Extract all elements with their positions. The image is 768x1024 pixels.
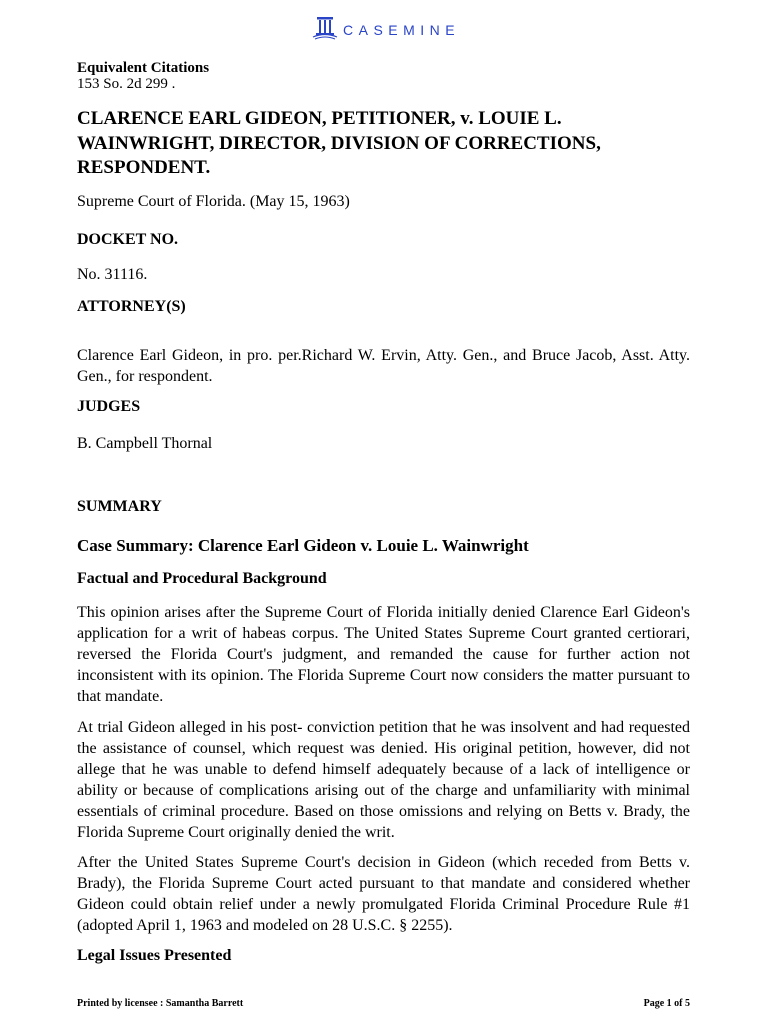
- docket-number: No. 31116.: [77, 266, 148, 283]
- case-title: CLARENCE EARL GIDEON, PETITIONER, v. LOUIE L. WAINWRIGHT, DIRECTOR, DIVISION OF CORRECTIONS, RESPONDENT.: [77, 108, 601, 178]
- summary-paragraph: This opinion arises after the Supreme Court of Florida initially denied Clarence Earl Gideon's application for a writ of habeas corpus. The United States Supreme Court granted certiorari, reversed the Florida Court's judgment, and remanded the cause for further action not inconsistent with its opinion. The Florida Supreme Court now considers the matter pursuant to that mandate.: [77, 604, 690, 705]
- equivalent-citations-label: Equivalent Citations: [77, 60, 210, 76]
- page-number: Page 1 of 5: [643, 998, 690, 1009]
- background-heading: Factual and Procedural Background: [77, 570, 327, 587]
- legal-issues-heading: Legal Issues Presented: [77, 947, 232, 964]
- summary-heading: SUMMARY: [77, 498, 162, 515]
- attorneys-heading: ATTORNEY(S): [77, 298, 186, 315]
- judges-heading: JUDGES: [77, 398, 141, 415]
- summary-paragraph: After the United States Supreme Court's decision in Gideon (which receded from Betts v. Brady), the Florida Supreme Court acted pursuant to that mandate and considered whether Gideon could obtain relief under a newly promulgated Florida Criminal Procedure Rule #1 (adopted April 1, 1963 and modeled on 28 U.S.C. § 2255).: [77, 854, 690, 934]
- summary-paragraph: At trial Gideon alleged in his post- conviction petition that he was insolvent and had requested the assistance of counsel, which request was denied. His original petition, however, did not allege that he was unable to defend himself adequately because of a lack of intelligence or ability or because of complications arising out of the charge and unfamiliarity with minimal essentials of criminal procedure. Based on those omissions and relying on Betts v. Brady, the Florida Supreme Court originally denied the writ.: [77, 719, 690, 841]
- casemine-logo[interactable]: [312, 16, 460, 44]
- logo-text: CASEMINE: [343, 22, 461, 38]
- court-and-date: Supreme Court of Florida. (May 15, 1963): [77, 193, 350, 210]
- pillar-building-icon: [312, 15, 338, 46]
- docket-heading: DOCKET NO.: [77, 231, 179, 248]
- attorneys-text: Clarence Earl Gideon, in pro. per.Richard W. Ervin, Atty. Gen., and Bruce Jacob, Asst. Atty. Gen., for respondent.: [77, 347, 690, 385]
- judge-name: B. Campbell Thornal: [77, 435, 213, 452]
- printed-by-footer: Printed by licensee : Samantha Barrett: [77, 998, 244, 1009]
- case-summary-title: Case Summary: Clarence Earl Gideon v. Louie L. Wainwright: [77, 536, 529, 555]
- equivalent-citations-value: 153 So. 2d 299 .: [77, 76, 176, 92]
